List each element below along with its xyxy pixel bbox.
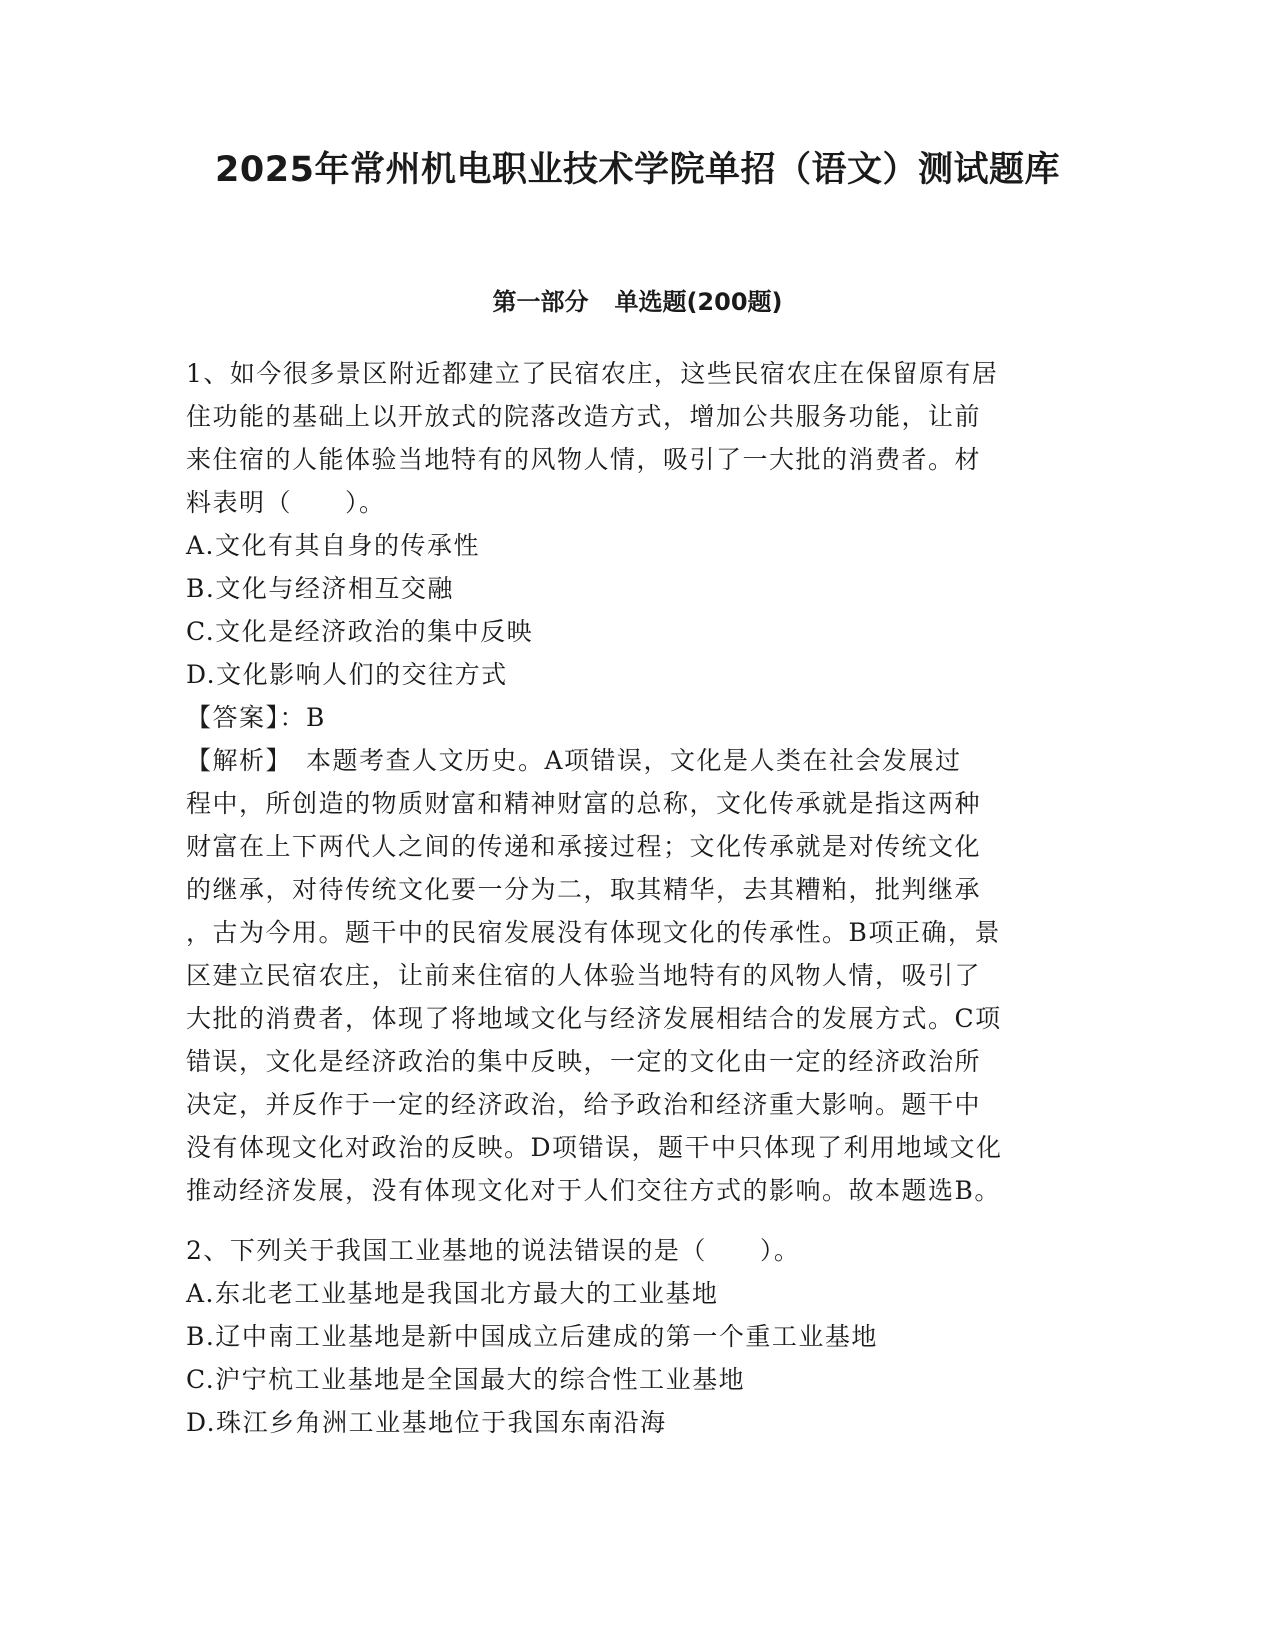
analysis-line: 程中，所创造的物质财富和精神财富的总称，文化传承就是指这两种 <box>186 789 982 818</box>
document-title: 2025年常州机电职业技术学院单招（语文）测试题库 <box>215 150 1060 190</box>
question-stem-line: 料表明（ ）。 <box>186 488 386 517</box>
analysis-line: 财富在上下两代人之间的传递和承接过程；文化传承就是对传统文化 <box>186 832 982 861</box>
option-d: D.文化影响人们的交往方式 <box>186 660 508 689</box>
question-stem-line: 1、如今很多景区附近都建立了民宿农庄，这些民宿农庄在保留原有居 <box>186 359 999 388</box>
question-list <box>186 352 1086 1444</box>
section-label: 第一部分 <box>492 288 589 316</box>
question-1 <box>186 352 1086 1212</box>
analysis-line: 区建立民宿农庄，让前来住宿的人体验当地特有的风物人情，吸引了 <box>186 961 982 990</box>
analysis-line: ，古为今用。题干中的民宿发展没有体现文化的传承性。B项正确，景 <box>186 918 1001 947</box>
analysis-line: 推动经济发展，没有体现文化对于人们交往方式的影响。故本题选B。 <box>186 1176 1001 1205</box>
analysis-line: 的继承，对待传统文化要一分为二，取其精华，去其糟粕，批判继承 <box>186 875 982 904</box>
analysis-line: 没有体现文化对政治的反映。D项错误，题干中只体现了利用地域文化 <box>186 1133 1003 1162</box>
answer-line: 【答案】：B <box>186 703 326 732</box>
analysis-line: 大批的消费者，体现了将地域文化与经济发展相结合的发展方式。C项 <box>186 1004 1002 1033</box>
option-a: A.文化有其自身的传承性 <box>186 531 481 560</box>
question-2 <box>186 1229 1086 1444</box>
option-d: D.珠江乡角洲工业基地位于我国东南沿海 <box>186 1408 667 1437</box>
analysis-line: 错误，文化是经济政治的集中反映，一定的文化由一定的经济政治所 <box>186 1047 982 1076</box>
analysis-line: 【解析】 本题考查人文历史。A项错误，文化是人类在社会发展过 <box>186 746 962 775</box>
question-stem-line: 住功能的基础上以开放式的院落改造方式，增加公共服务功能，让前 <box>186 402 982 431</box>
option-b: B.文化与经济相互交融 <box>186 574 454 603</box>
section-heading <box>0 285 1275 319</box>
section-subtitle: 单选题(200题) <box>614 288 783 316</box>
option-b: B.辽中南工业基地是新中国成立后建成的第一个重工业基地 <box>186 1322 878 1351</box>
option-a: A.东北老工业基地是我国北方最大的工业基地 <box>186 1279 719 1308</box>
option-c: C.沪宁杭工业基地是全国最大的综合性工业基地 <box>186 1365 746 1394</box>
question-spacer <box>186 1212 1086 1229</box>
question-stem-line: 2、下列关于我国工业基地的说法错误的是（ ）。 <box>186 1236 801 1265</box>
analysis-line: 决定，并反作于一定的经济政治，给予政治和经济重大影响。题干中 <box>186 1090 982 1119</box>
option-c: C.文化是经济政治的集中反映 <box>186 617 534 646</box>
question-stem-line: 来住宿的人能体验当地特有的风物人情，吸引了一大批的消费者。材 <box>186 445 982 474</box>
